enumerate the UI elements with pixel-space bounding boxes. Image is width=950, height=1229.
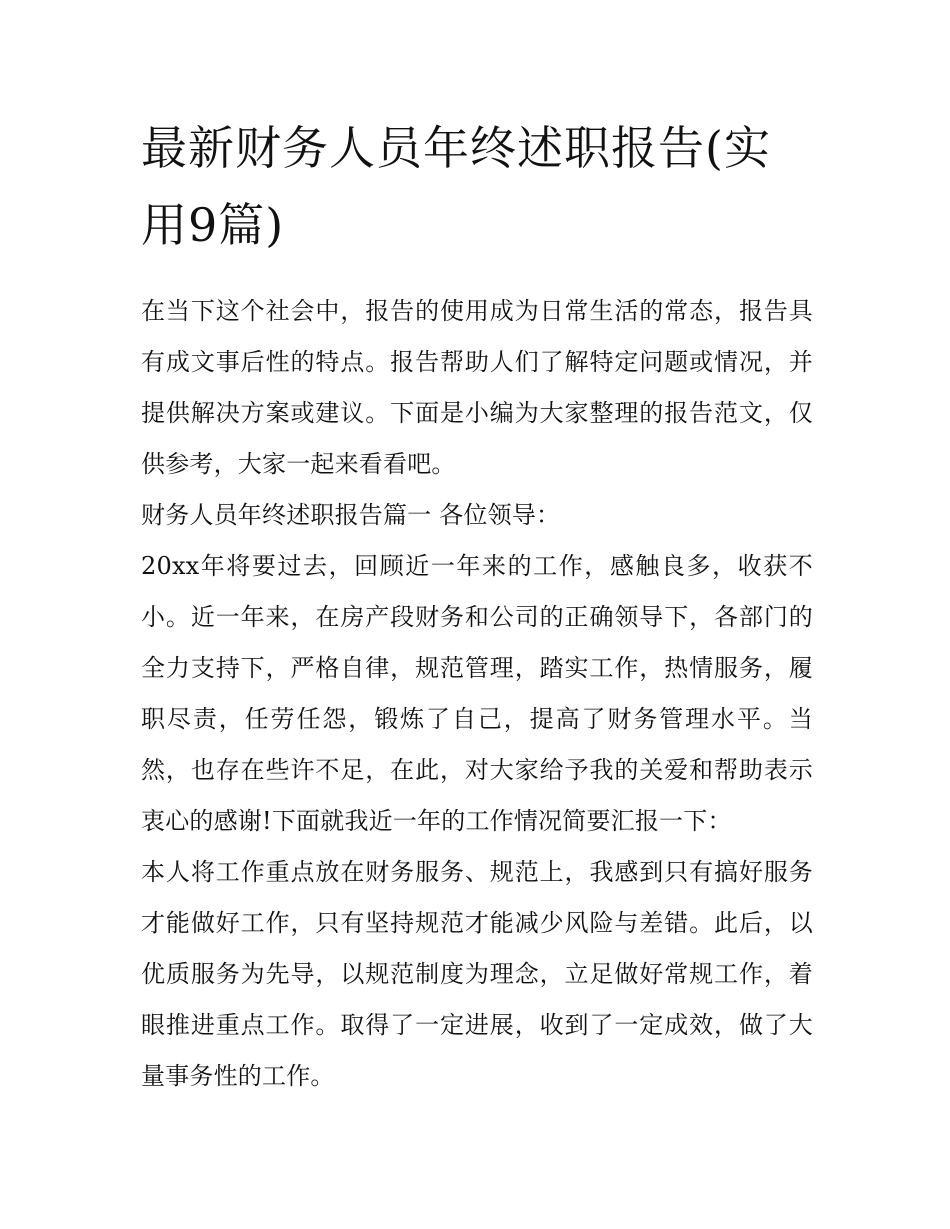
body-paragraph: 20xx年将要过去，回顾近一年来的工作，感触良多，收获不小。近一年来，在房产段财务和公司的正确领导下，各部门的全力支持下，严格自律，规范管理，踏实工作，热情服务，履职尽责，任劳任怨，锻炼了自己，提高了财务管理水平。当然，也存在些许不足，在此，对大家给予我的关爱和帮助表示衷心的感谢!下面就我近一年的工作情况简要汇报一下：	[141, 552, 813, 835]
intro-paragraph: 在当下这个社会中，报告的使用成为日常生活的常态，报告具有成文事后性的特点。报告帮助人们了解特定问题或情况，并提供解决方案或建议。下面是小编为大家整理的报告范文，仅供参考，大家一起来看看吧。	[141, 297, 813, 478]
body-paragraph: 本人将工作重点放在财务服务、规范上，我感到只有搞好服务才能做好工作，只有坚持规范才能减少风险与差错。此后，以优质服务为先导，以规范制度为理念，立足做好常规工作，着眼推进重点工作。取得了一定进展，收到了一定成效，做了大量事务性的工作。	[141, 858, 813, 1090]
section-heading-paragraph: 财务人员年终述职报告篇一 各位领导：	[141, 501, 561, 529]
document-body	[141, 286, 813, 1102]
document-title: 最新财务人员年终述职报告(实用9篇)	[141, 121, 771, 252]
document-content	[141, 110, 813, 1102]
